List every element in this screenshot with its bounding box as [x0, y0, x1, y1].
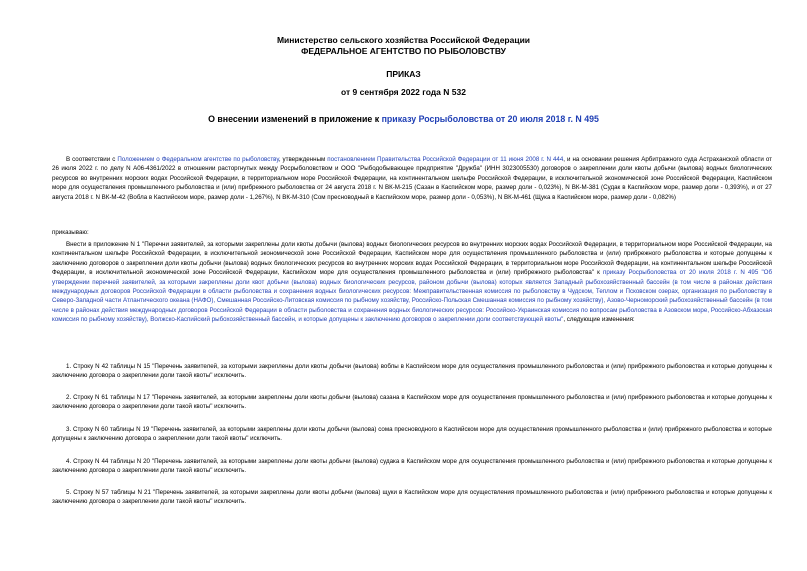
list-item: 4. Строку N 44 таблицы N 20 "Перечень заявителей, за которыми закреплены доли квоты добычи (вылова) судака в Каспийском море для осуществления промышленного рыболовства и (или) прибрежного рыболовства и которые допущены к заключению договора о закреплении доли такой квоты" исключить. [52, 458, 772, 475]
document-date-number: от 9 сентября 2022 года N 532 [341, 87, 466, 97]
order-word: приказываю: [52, 229, 89, 236]
main-text-2: , следующие изменения: [563, 316, 635, 324]
preamble-text-2: , утвержденным [278, 156, 328, 163]
order-word-block [52, 228, 772, 237]
list-item: 3. Строку N 60 таблицы N 19 "Перечень заявителей, за которыми закреплены доли квоты добычи (вылова) сома пресноводного в Каспийском море для осуществления промышленного рыболовства и (или) прибрежного рыболовства и которые допущены к заключению договора о закреплении доли такой квоты" исключить. [52, 426, 772, 443]
main-paragraph-text [52, 240, 772, 325]
preamble-text-1: В соответствии с [66, 156, 118, 163]
subject-order-link[interactable]: приказу Росрыболовства от 20 июля 2018 г. N 495 [381, 114, 599, 124]
preamble [52, 155, 772, 202]
change-item-3 [52, 425, 772, 444]
change-item-4 [52, 457, 772, 476]
change-item-2 [52, 393, 772, 412]
agency-name: ФЕДЕРАЛЬНОЕ АГЕНТСТВО ПО РЫБОЛОВСТВУ [301, 46, 506, 56]
preamble-text-3: , и на основании решения Арбитражного суда Астраханской области от 26 июля 2022 г. по делу N А06-4361/2022 в отношении расторгнутых между Росрыболовством и ООО "Рыбодобывающее предприятие "Дружба" (ИНН 3023005530) договоров о закреплении доли квоты добычи (вылова) водных биологических ресурсов во внутренних морских водах Российской Федерации, в территориальном море Российской Федерации, на континентальном шельфе Российской Федерации, в исключительной экономической зоне Российской Федерации, Каспийском море для осуществления промышленного рыболовства и (или) прибрежного рыболовства от 24 августа 2018 г. N ВК-М-215 (Сазан в Каспийском море, размер доли - 0,023%), N ВК-М-381 (Судак в Каспийском море, размер доли - 0,393%), и от 27 августа 2018 г. N ВК-М-42 (Вобла в Каспийском море, размер доли - 1,267%), N ВК-М-310 (Сом пресноводный в Каспийском море, размер доли - 0,053%), N ВК-М-461 (Щука в Каспийском море, размер доли - 0,082%) [52, 156, 772, 201]
list-item: 2. Строку N 61 таблицы N 17 "Перечень заявителей, за которыми закреплены доли квоты добычи (вылова) сазана в Каспийском море для осуществления промышленного рыболовства и (или) прибрежного рыболовства и которые допущены к заключению договора о закреплении доли такой квоты" исключить. [52, 394, 772, 411]
preamble-paragraph [52, 155, 772, 202]
document-subject [0, 114, 807, 125]
main-paragraph [52, 240, 772, 325]
order-495-link[interactable]: приказу Росрыболовства от 20 июля 2018 г. N 495 "Об утверждении перечней заявителей, за которыми закреплены доли квот добычи (вылова) водных биологических ресурсов, районом добычи (вылова) которых является Западный рыбохозяйственный бассейн (в том числе в районах действия международных договоров Российской Федерации в области рыболовства и сохранения водных биологических ресурсов: Межправительственная комиссия по рыболовству в Чудском, Теплом и Псковском озерах, организация по рыболовству в Северо-Западной части Атлантического океана (НАФО), Смешанная Российско-Литовская комиссия по рыбному хозяйству, Российско-Польская Смешанная комиссия по рыбному хозяйству), Азово-Черноморский рыбохозяйственный бассейн (в том числе в районах действия международных договоров Российской Федерации в области рыболовства и сохранения водных биологических ресурсов: Российско-Украинская комиссия по вопросам рыболовства в Азовском море, Российско-Абхазская комиссия по рыбному хозяйству), Волжско-Каспийский рыбохозяйственный бассейн, и которые допущены к заключению договоров о закреплении доли соответствующей квоты" [52, 269, 772, 324]
change-item-5 [52, 488, 772, 507]
document-header [0, 35, 807, 57]
regulation-link[interactable]: Положением о Федеральном агентстве по рыболовству [117, 156, 279, 163]
government-decree-link[interactable]: постановлением Правительства Российской Федерации от 11 июня 2008 г. N 444 [327, 156, 564, 163]
document-type: ПРИКАЗ [386, 69, 421, 79]
change-item-1 [52, 362, 772, 381]
main-text-1: Внести в приложение N 1 "Перечни заявителей, за которыми закреплены доли квоты добычи (вылова) водных биологических ресурсов во внутренних морских водах Российской Федерации, в территориальном море Российской Федерации, на континентальном шельфе Российской Федерации, в исключительной экономической зоне Российской Федерации, Каспийском море для осуществления промышленного рыболовства и (или) прибрежного рыболовства и которые допущены к заключению договоров о закреплении доли квоты добычи (вылова) водных биологических ресурсов во внутренних морских водах Российской Федерации, в территориальном море Российской Федерации, на континентальном шельфе Российской Федерации, в исключительной экономической зоне Российской Федерации, Каспийском море для осуществления промышленного рыболовства и (или) прибрежного рыболовства" к [52, 241, 772, 277]
list-item: 1. Строку N 42 таблицы N 15 "Перечень заявителей, за которыми закреплены доли квоты добычи (вылова) воблы в Каспийском море для осуществления промышленного рыболовства и (или) прибрежного рыболовства и которые допущены к заключению договора о закреплении доли такой квоты" исключить. [52, 363, 772, 380]
subject-text: О внесении изменений в приложение к [208, 114, 382, 124]
list-item: 5. Строку N 57 таблицы N 21 "Перечень заявителей, за которыми закреплены доли квоты добычи (вылова) щуки в Каспийском море для осуществления промышленного рыболовства и (или) прибрежного рыболовства и которые допущены к заключению договора о закреплении доли такой квоты" исключить. [52, 489, 772, 506]
ministry-name: Министерство сельского хозяйства Российской Федерации [276, 35, 531, 45]
